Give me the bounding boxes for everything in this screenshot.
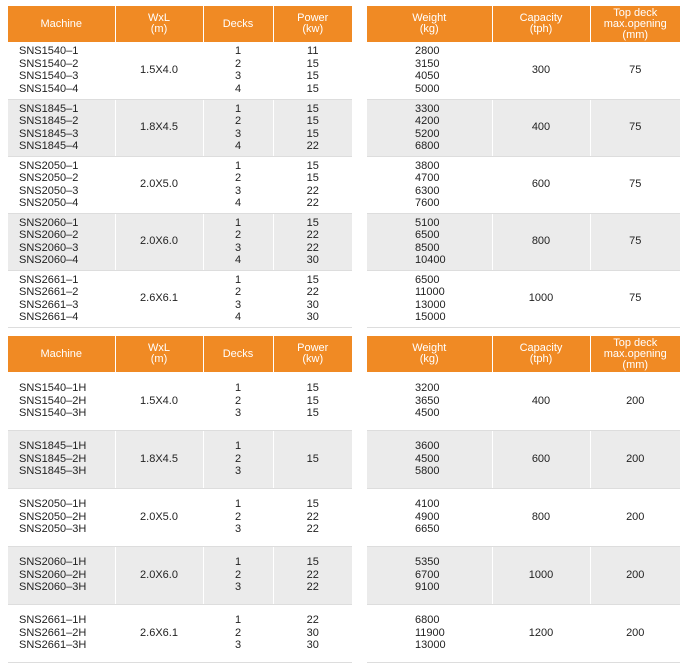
machine-models-line: SNS1540–3	[19, 70, 79, 83]
weight-values-line: 11900	[415, 626, 445, 639]
weight-values-line: 3600	[415, 440, 440, 453]
decks-values-line: 4	[234, 311, 242, 323]
capacity-value: 300	[492, 42, 590, 99]
power-values-line: 15	[306, 556, 319, 569]
decks-values-line: 3	[234, 241, 242, 254]
weight-values-line: 6700	[415, 568, 440, 581]
machine-models-line: SNS2060–3	[19, 241, 79, 254]
wxl-value: 2.6X6.1	[115, 604, 203, 662]
wxl-value: 1.8X4.5	[115, 430, 203, 488]
table-row	[8, 42, 352, 99]
opening-value: 75	[590, 42, 680, 99]
opening-value: 75	[590, 156, 680, 213]
opening-value: 200	[590, 488, 680, 546]
weight-values	[367, 372, 492, 430]
decks-values-line: 1	[234, 382, 242, 394]
machine-models-line: SNS1540–2	[19, 57, 79, 70]
table-row	[367, 546, 680, 604]
decks-values-line: 3	[234, 581, 242, 594]
decks-values-line: 1	[234, 498, 242, 511]
table-row	[8, 430, 352, 488]
power-values-line: 22	[306, 523, 319, 536]
power-values-line: 22	[306, 568, 319, 581]
machine-models-line: SNS2060–1H	[19, 556, 87, 569]
table-row	[8, 99, 352, 156]
opening-value: 200	[590, 372, 680, 430]
machine-models-line: SNS2661–1	[19, 273, 79, 286]
weight-values	[367, 99, 492, 156]
decks-values-line: 3	[234, 70, 242, 83]
weight-values-line: 4700	[415, 172, 440, 184]
machine-models-line: SNS2050–1	[19, 159, 79, 172]
machine-models	[8, 546, 115, 604]
table-row	[367, 430, 680, 488]
header-wxl: WxL (m)	[115, 336, 203, 372]
machine-models-line: SNS2050–2	[19, 172, 79, 184]
decks-values	[203, 42, 273, 99]
table-row	[8, 156, 352, 213]
spec-table-standard-right	[367, 6, 680, 328]
capacity-value: 600	[492, 156, 590, 213]
machine-models-line: SNS2661–4	[19, 311, 79, 323]
decks-values-line: 1	[234, 159, 242, 172]
power-values-line: 22	[306, 614, 319, 627]
header-top-deck-opening: Top deck max.opening (mm)	[590, 6, 680, 42]
table-row	[367, 604, 680, 662]
machine-models-line: SNS2050–1H	[19, 498, 87, 511]
wxl-value: 1.8X4.5	[115, 99, 203, 156]
weight-values-line: 4100	[415, 498, 440, 511]
spec-table-standard-left	[8, 6, 352, 328]
machine-models	[8, 270, 115, 327]
weight-values-line: 4050	[415, 70, 440, 83]
header-capacity: Capacity (tph)	[492, 336, 590, 372]
decks-values-line: 1	[234, 273, 242, 286]
spec-table-heavy-right	[367, 336, 680, 663]
machine-models-line: SNS2661–2	[19, 286, 79, 298]
capacity-value: 1000	[492, 546, 590, 604]
weight-values	[367, 213, 492, 270]
weight-values-line: 3650	[415, 394, 440, 407]
machine-models-line: SNS1845–2	[19, 115, 79, 127]
table-row	[8, 604, 352, 662]
power-values	[273, 488, 352, 546]
decks-values	[203, 372, 273, 430]
decks-values	[203, 546, 273, 604]
weight-values-line: 5000	[415, 82, 440, 95]
decks-values-line: 1	[234, 556, 242, 569]
machine-models-line: SNS1845–2H	[19, 452, 87, 465]
table-row	[367, 156, 680, 213]
power-values-line: 15	[306, 70, 319, 83]
table-row	[8, 372, 352, 430]
weight-values	[367, 156, 492, 213]
power-values	[273, 604, 352, 662]
weight-values	[367, 430, 492, 488]
decks-values-line: 4	[234, 140, 242, 152]
machine-models-line: SNS2661–2H	[19, 626, 87, 639]
power-values-line: 30	[306, 298, 319, 311]
decks-values-line: 1	[234, 614, 242, 627]
header-top-deck-opening: Top deck max.opening (mm)	[590, 336, 680, 372]
power-values	[273, 42, 352, 99]
machine-models	[8, 213, 115, 270]
decks-values-line: 2	[234, 626, 242, 639]
decks-values-line: 2	[234, 452, 242, 465]
decks-values-line: 3	[234, 523, 242, 536]
power-values	[273, 156, 352, 213]
decks-values-line: 3	[234, 127, 242, 140]
header-weight: Weight (kg)	[367, 336, 492, 372]
power-values-line: 15	[306, 127, 319, 140]
decks-values-line: 1	[234, 45, 242, 58]
machine-models-line: SNS2050–3H	[19, 523, 87, 536]
table-row	[8, 270, 352, 327]
table-row	[8, 546, 352, 604]
power-values-line: 30	[306, 311, 319, 323]
weight-values-line: 3800	[415, 159, 440, 172]
capacity-value: 800	[492, 213, 590, 270]
table-row	[367, 372, 680, 430]
machine-models-line: SNS1845–4	[19, 140, 79, 152]
weight-values-line: 13000	[415, 639, 446, 652]
machine-models-line: SNS2060–2	[19, 229, 79, 241]
capacity-value: 1000	[492, 270, 590, 327]
weight-values-line: 6300	[415, 184, 440, 197]
weight-values-line: 7600	[415, 197, 440, 209]
machine-models-line: SNS1540–2H	[19, 394, 87, 407]
table-row	[367, 270, 680, 327]
capacity-value: 400	[492, 99, 590, 156]
machine-models-line: SNS1540–1	[19, 45, 79, 58]
machine-models-line: SNS1540–1H	[19, 382, 87, 394]
weight-values-line: 3300	[415, 102, 440, 115]
power-values-line: 30	[306, 254, 319, 266]
power-values-line: 15	[306, 407, 319, 419]
weight-values-line: 11000	[415, 286, 445, 298]
power-values-line: 15	[306, 159, 319, 172]
weight-values-line: 6650	[415, 523, 440, 536]
wxl-value: 2.0X5.0	[115, 488, 203, 546]
header-row	[8, 336, 352, 372]
power-values-line: 22	[306, 241, 319, 254]
weight-values-line: 3150	[415, 57, 440, 70]
machine-models	[8, 99, 115, 156]
decks-values-line: 2	[234, 115, 242, 127]
capacity-value: 1200	[492, 604, 590, 662]
opening-value: 200	[590, 546, 680, 604]
opening-value: 200	[590, 430, 680, 488]
machine-models-line: SNS2050–2H	[19, 510, 87, 523]
weight-values-line: 6500	[415, 229, 440, 241]
power-values-line: 11	[307, 45, 319, 58]
decks-values	[203, 488, 273, 546]
machine-models-line: SNS1845–1	[19, 102, 79, 115]
decks-values	[203, 99, 273, 156]
header-wxl: WxL (m)	[115, 6, 203, 42]
decks-values-line: 2	[234, 510, 242, 523]
opening-value: 75	[590, 213, 680, 270]
decks-values	[203, 270, 273, 327]
power-values-line: 22	[306, 229, 319, 241]
power-values-line: 15	[306, 115, 319, 127]
table-row	[367, 99, 680, 156]
weight-values-line: 10400	[415, 254, 446, 266]
weight-values-line: 6800	[415, 140, 440, 152]
power-values-line: 30	[306, 639, 319, 652]
weight-values-line: 4200	[415, 115, 440, 127]
decks-values	[203, 604, 273, 662]
decks-values	[203, 156, 273, 213]
machine-models-line: SNS2060–4	[19, 254, 79, 266]
weight-values-line: 5100	[415, 216, 440, 229]
header-machine: Machine	[8, 6, 115, 42]
opening-value: 200	[590, 604, 680, 662]
machine-models	[8, 156, 115, 213]
power-values-line: 30	[306, 626, 319, 639]
power-values	[273, 270, 352, 327]
weight-values-line: 6800	[415, 614, 440, 627]
decks-values-line: 4	[234, 197, 242, 209]
table-row	[8, 213, 352, 270]
power-values-line: 22	[306, 140, 319, 152]
machine-models-line: SNS1845–1H	[19, 440, 87, 453]
machine-models-line: SNS2050–4	[19, 197, 79, 209]
decks-values-line: 2	[234, 394, 242, 407]
weight-values-line: 5350	[415, 556, 440, 569]
machine-models-line: SNS2060–2H	[19, 568, 87, 581]
power-values	[273, 430, 352, 488]
power-values	[273, 213, 352, 270]
machine-models-line: SNS1845–3	[19, 127, 79, 140]
decks-values-line: 1	[234, 440, 242, 453]
power-values	[273, 99, 352, 156]
machine-models-line: SNS2060–3H	[19, 581, 87, 594]
decks-values-line: 1	[234, 216, 242, 229]
decks-values-line: 3	[234, 298, 242, 311]
power-values-line: 15	[306, 382, 319, 394]
table-row	[367, 213, 680, 270]
weight-values-line: 4500	[415, 407, 440, 419]
weight-values-line: 15000	[415, 311, 446, 323]
header-decks: Decks	[203, 6, 273, 42]
decks-values-line: 3	[234, 639, 242, 652]
machine-models-line: SNS1845–3H	[19, 465, 87, 478]
weight-values-line: 2800	[415, 45, 440, 58]
header-row	[367, 6, 680, 42]
spec-table-heavy-left	[8, 336, 352, 663]
decks-values-line: 3	[234, 407, 242, 419]
power-values-line: 22	[306, 184, 319, 197]
weight-values-line: 5200	[415, 127, 440, 140]
header-power: Power (kw)	[273, 6, 352, 42]
table-row	[367, 488, 680, 546]
header-row	[367, 336, 680, 372]
wxl-value: 1.5X4.0	[115, 372, 203, 430]
weight-values-line: 5800	[415, 465, 440, 478]
machine-models-line: SNS2060–1	[19, 216, 79, 229]
header-capacity: Capacity (tph)	[492, 6, 590, 42]
weight-values-line: 9100	[415, 581, 440, 594]
machine-models	[8, 372, 115, 430]
machine-models	[8, 42, 115, 99]
weight-values	[367, 546, 492, 604]
header-row	[8, 6, 352, 42]
machine-models	[8, 604, 115, 662]
machine-models-line: SNS1540–3H	[19, 407, 87, 419]
machine-models-line: SNS2661–3H	[19, 639, 87, 652]
opening-value: 75	[590, 99, 680, 156]
weight-values	[367, 42, 492, 99]
power-values-line: 15	[306, 216, 319, 229]
capacity-value: 400	[492, 372, 590, 430]
header-decks: Decks	[203, 336, 273, 372]
power-values-line: 15	[306, 273, 319, 286]
decks-values	[203, 213, 273, 270]
machine-models-line: SNS1540–4	[19, 82, 79, 95]
table-row	[8, 488, 352, 546]
machine-models	[8, 430, 115, 488]
header-machine: Machine	[8, 336, 115, 372]
power-values-line: 15	[306, 82, 319, 95]
weight-values-line: 3200	[415, 382, 440, 394]
machine-models-line: SNS2050–3	[19, 184, 79, 197]
weight-values-line: 4900	[415, 510, 440, 523]
weight-values-line: 6500	[415, 273, 440, 286]
header-weight: Weight (kg)	[367, 6, 492, 42]
weight-values-line: 4500	[415, 452, 440, 465]
decks-values-line: 3	[234, 465, 242, 478]
power-values-line: 22	[306, 510, 319, 523]
power-values-line: 15	[306, 102, 319, 115]
power-values-line: 15	[306, 57, 319, 70]
decks-values-line: 4	[234, 254, 242, 266]
power-values-line: 15	[306, 452, 319, 465]
weight-values-line: 8500	[415, 241, 440, 254]
machine-models-line: SNS2661–3	[19, 298, 79, 311]
decks-values-line: 2	[234, 172, 242, 184]
decks-values-line: 2	[234, 286, 242, 298]
machine-models	[8, 488, 115, 546]
capacity-value: 800	[492, 488, 590, 546]
decks-values-line: 2	[234, 229, 242, 241]
power-values-line: 15	[306, 394, 319, 407]
power-values	[273, 546, 352, 604]
power-values-line: 22	[306, 581, 319, 594]
weight-values	[367, 488, 492, 546]
wxl-value: 1.5X4.0	[115, 42, 203, 99]
power-values-line: 22	[306, 197, 319, 209]
decks-values-line: 1	[234, 102, 242, 115]
power-values-line: 15	[306, 172, 319, 184]
weight-values-line: 13000	[415, 298, 446, 311]
decks-values-line: 4	[234, 82, 242, 95]
header-power: Power (kw)	[273, 336, 352, 372]
capacity-value: 600	[492, 430, 590, 488]
power-values	[273, 372, 352, 430]
wxl-value: 2.6X6.1	[115, 270, 203, 327]
power-values-line: 22	[306, 286, 319, 298]
wxl-value: 2.0X6.0	[115, 546, 203, 604]
opening-value: 75	[590, 270, 680, 327]
decks-values-line: 2	[234, 57, 242, 70]
machine-models-line: SNS2661–1H	[19, 614, 87, 627]
power-values-line: 15	[306, 498, 319, 511]
weight-values	[367, 270, 492, 327]
wxl-value: 2.0X5.0	[115, 156, 203, 213]
decks-values	[203, 430, 273, 488]
wxl-value: 2.0X6.0	[115, 213, 203, 270]
weight-values	[367, 604, 492, 662]
table-row	[367, 42, 680, 99]
decks-values-line: 3	[234, 184, 242, 197]
decks-values-line: 2	[234, 568, 242, 581]
